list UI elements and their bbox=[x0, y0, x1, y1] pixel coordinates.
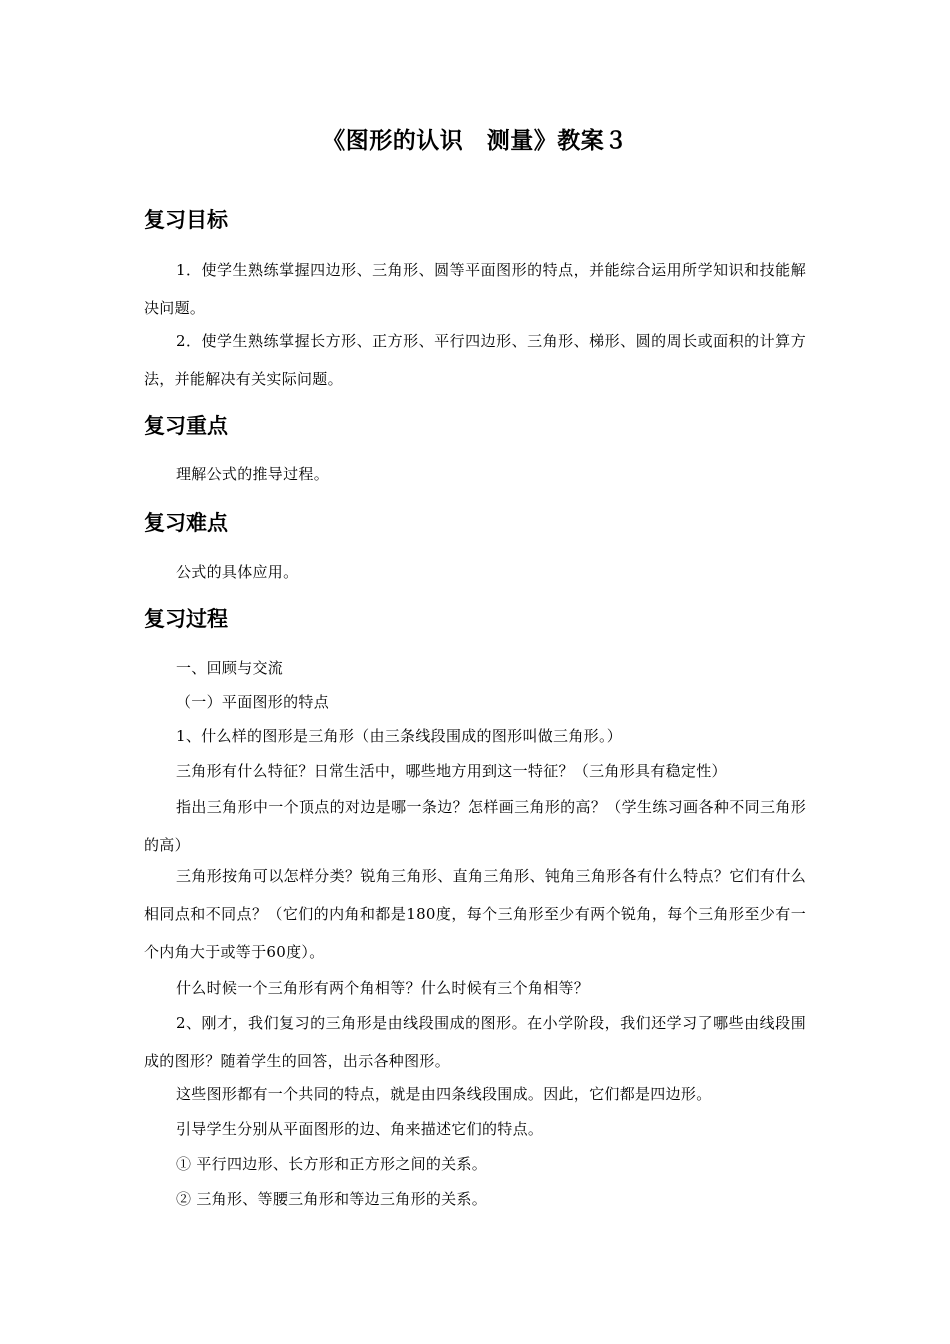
document-title: 《图形的认识 测量》教案３ bbox=[322, 128, 628, 154]
process-paragraph-6: 三角形按角可以怎样分类？锐角三角形、直角三角形、钝角三角形各有什么特点？它们有什么相同点和不同点？（它们的内角和都是180度，每个三角形至少有两个锐角，每个三角形至少有一个内角大于或等于60度）。 bbox=[144, 867, 806, 961]
process-paragraph-8: 2、刚才，我们复习的三角形是由线段围成的图形。在小学阶段，我们还学习了哪些由线段围成的图形？随着学生的回答，出示各种图形。 bbox=[144, 1014, 806, 1070]
process-line-2: （一）平面图形的特点 bbox=[176, 693, 330, 711]
process-line-12: ② 三角形、等腰三角形和等边三角形的关系。 bbox=[176, 1190, 488, 1208]
process-line-3: 1、什么样的图形是三角形（由三条线段围成的图形叫做三角形。） bbox=[176, 727, 623, 745]
difficulties-text: 公式的具体应用。 bbox=[176, 563, 299, 581]
heading-review-process: 复习过程 bbox=[144, 607, 228, 631]
process-line-11: ① 平行四边形、长方形和正方形之间的关系。 bbox=[176, 1155, 488, 1173]
process-line-4: 三角形有什么特征？日常生活中，哪些地方用到这一特征？（三角形具有稳定性） bbox=[176, 762, 727, 780]
heading-review-difficulties: 复习难点 bbox=[144, 511, 228, 535]
process-line-9: 这些图形都有一个共同的特点，就是由四条线段围成。因此，它们都是四边形。 bbox=[176, 1085, 712, 1103]
process-line-1: 一、回顾与交流 bbox=[176, 659, 284, 677]
goal-item-1: 1．使学生熟练掌握四边形、三角形、圆等平面图形的特点，并能综合运用所学知识和技能解决问题。 bbox=[144, 261, 806, 317]
heading-review-goals: 复习目标 bbox=[144, 208, 228, 232]
process-paragraph-5: 指出三角形中一个顶点的对边是哪一条边？怎样画三角形的高？（学生练习画各种不同三角形的高） bbox=[144, 798, 806, 854]
heading-review-key-points: 复习重点 bbox=[144, 414, 228, 438]
key-points-text: 理解公式的推导过程。 bbox=[176, 465, 330, 483]
process-line-10: 引导学生分别从平面图形的边、角来描述它们的特点。 bbox=[176, 1120, 544, 1138]
process-line-7: 什么时候一个三角形有两个角相等？什么时候有三个角相等？ bbox=[176, 979, 590, 997]
goal-item-2: 2．使学生熟练掌握长方形、正方形、平行四边形、三角形、梯形、圆的周长或面积的计算方法，并能解决有关实际问题。 bbox=[144, 332, 806, 388]
